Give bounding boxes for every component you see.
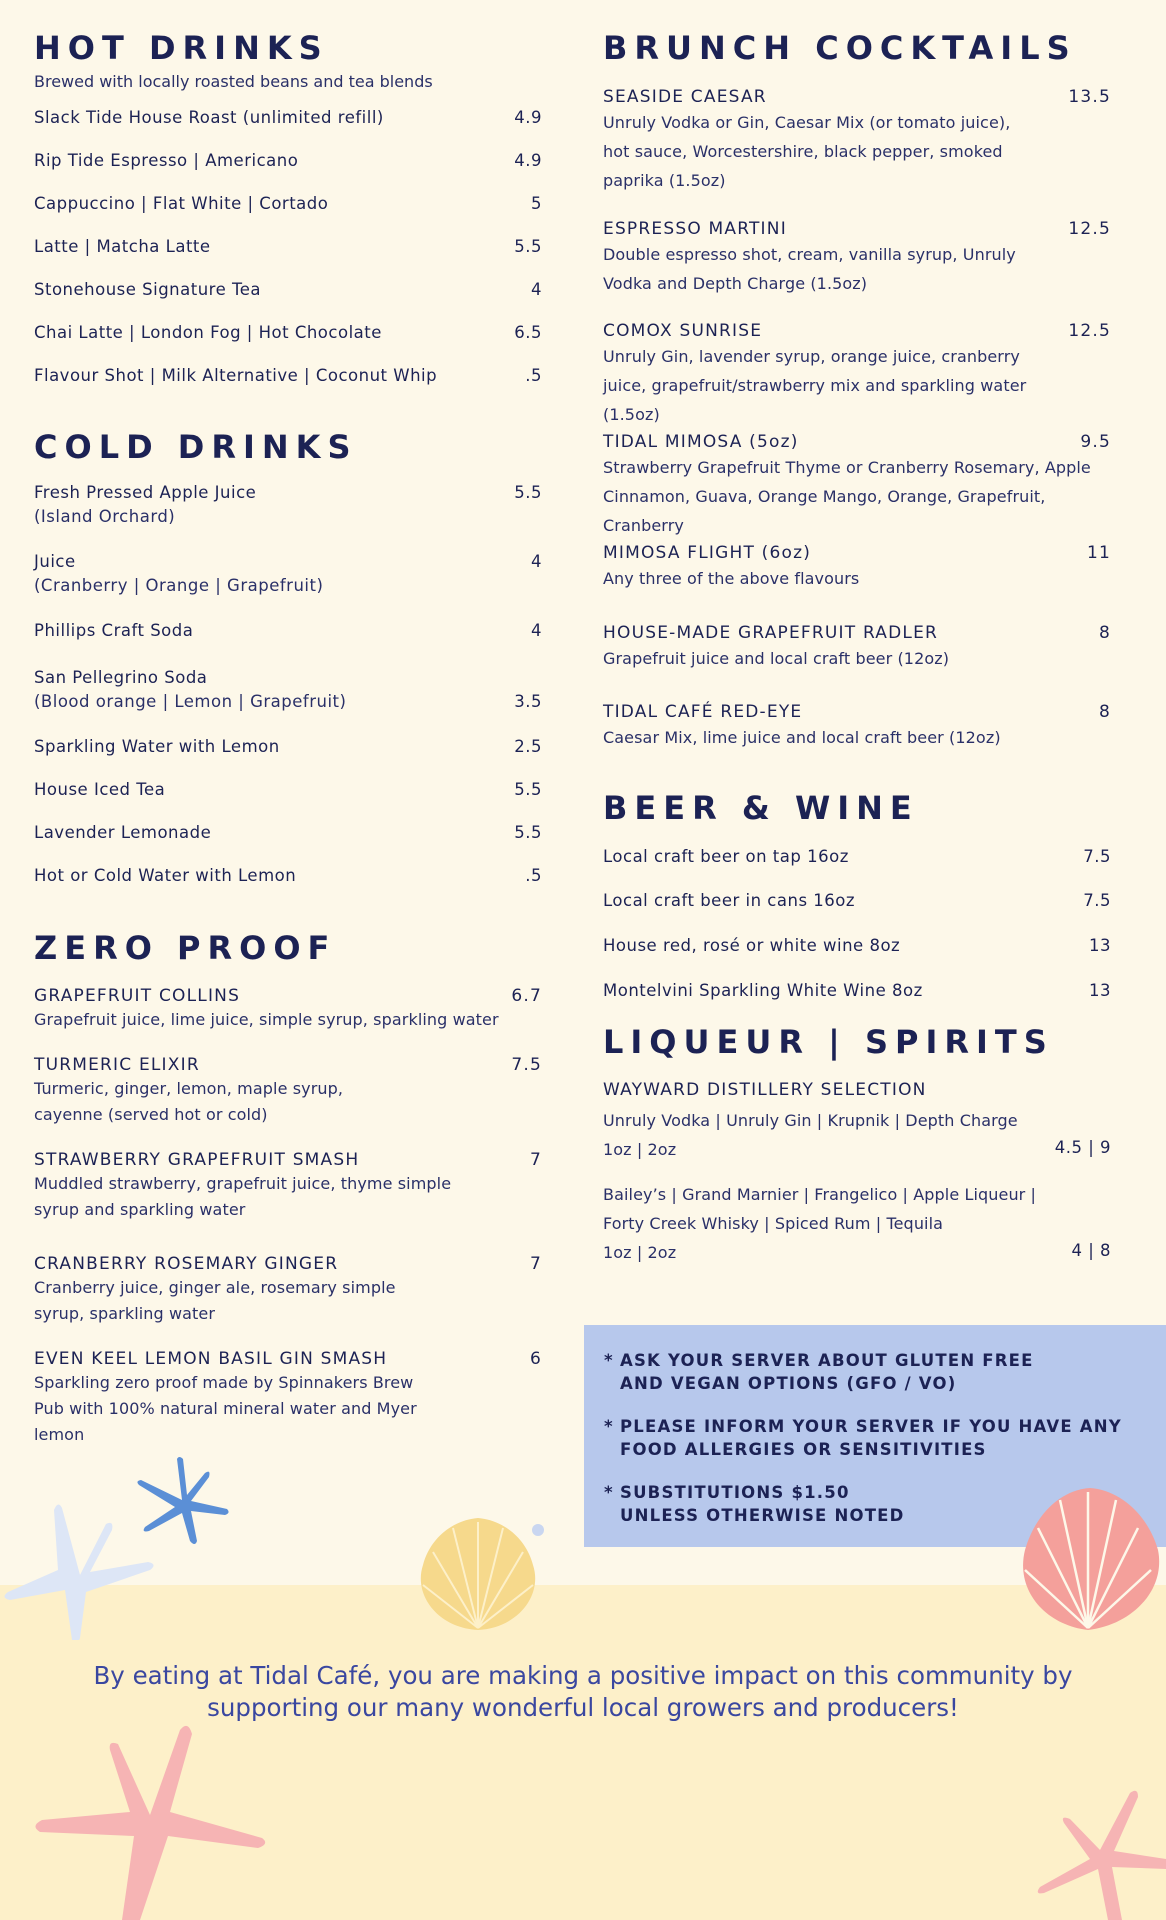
item-name: San Pellegrino Soda <box>34 668 208 687</box>
item-name: EVEN KEEL LEMON BASIL GIN SMASH <box>34 1349 388 1369</box>
item-name: ESPRESSO MARTINI <box>603 219 787 239</box>
item-price: .5 <box>525 866 542 885</box>
menu-item <box>603 320 1111 429</box>
item-subtext: (Cranberry | Orange | Grapefruit) <box>34 576 324 595</box>
item-price: 13 <box>1089 936 1111 955</box>
note-text: ASK YOUR SERVER ABOUT GLUTEN FREE AND VEGAN OPTIONS (GFO / VO) <box>620 1351 1034 1393</box>
item-name: MIMOSA FLIGHT (6oz) <box>603 543 812 563</box>
item-price: 8 <box>1098 702 1111 722</box>
note-bullet: * <box>604 1351 614 1370</box>
section-title-zero-proof: ZERO PROOF <box>34 929 337 967</box>
footer-line-1: By eating at Tidal Café, you are making a positive impact on this community by <box>93 1661 1073 1690</box>
item-description: Grapefruit juice, lime juice, simple syrup, sparkling water <box>34 1010 499 1029</box>
seashell-icon <box>1010 1470 1166 1635</box>
item-subtext: (Island Orchard) <box>34 507 176 526</box>
item-price: 7.5 <box>1083 891 1111 910</box>
menu-item <box>34 96 542 139</box>
item-name: TIDAL MIMOSA (5oz) <box>603 432 799 452</box>
item-price: 3.5 <box>514 692 542 711</box>
menu-item <box>603 890 1111 912</box>
note-allergies <box>604 1415 1122 1461</box>
spirits-group2-line1: Bailey’s | Grand Marnier | Frangelico | Apple Liqueur | <box>603 1185 1037 1204</box>
item-price: 4 <box>531 621 542 640</box>
item-name: Phillips Craft Soda <box>34 621 194 640</box>
item-price: 4.9 <box>514 107 542 127</box>
item-name: Hot or Cold Water with Lemon <box>34 866 297 885</box>
note-bullet: * <box>604 1483 614 1502</box>
item-price: 7.5 <box>1083 847 1111 866</box>
item-description: Muddled strawberry, grapefruit juice, thyme simple syrup and sparkling water <box>34 1174 452 1219</box>
spirits-group2-pricing <box>603 1240 1111 1266</box>
item-price: 5.5 <box>514 483 542 502</box>
menu-item <box>603 980 1111 1002</box>
section-title-hot-drinks: HOT DRINKS <box>34 29 329 67</box>
menu-item <box>34 1253 542 1327</box>
item-description: Caesar Mix, lime juice and local craft beer (12oz) <box>603 728 1001 747</box>
menu-item <box>603 846 1111 868</box>
liqueur-spirits-section <box>603 1022 1111 1262</box>
spirits-group1-price: 4.5 | 9 <box>1054 1138 1111 1157</box>
menu-item <box>34 225 542 268</box>
item-name: Latte | Matcha Latte <box>34 236 211 256</box>
menu-item <box>603 86 1111 195</box>
cold-drinks-section <box>34 427 542 885</box>
note-gluten-free <box>604 1349 1034 1395</box>
hot-drinks-section <box>34 28 542 397</box>
spirits-group1-pricing <box>603 1137 1111 1163</box>
item-name: GRAPEFRUIT COLLINS <box>34 986 241 1006</box>
note-text: SUBSTITUTIONS $1.50 UNLESS OTHERWISE NOTED <box>620 1483 905 1525</box>
menu-item <box>34 482 542 530</box>
brunch-cocktails-section <box>603 28 1111 747</box>
section-title-brunch-cocktails: BRUNCH COCKTAILS <box>603 29 1077 67</box>
item-price: 7 <box>529 1254 542 1274</box>
item-price: 6.7 <box>511 986 542 1006</box>
hot-drinks-subtitle: Brewed with locally roasted beans and tea blends <box>34 72 433 91</box>
item-name: Slack Tide House Roast (unlimited refill) <box>34 107 384 127</box>
item-price: 4.9 <box>514 150 542 170</box>
item-name: House Iced Tea <box>34 780 166 799</box>
item-price: 5.5 <box>514 236 542 256</box>
item-price: .5 <box>525 365 542 385</box>
item-name: Juice <box>34 552 76 571</box>
menu-item <box>34 1054 542 1128</box>
item-name: Fresh Pressed Apple Juice <box>34 483 257 502</box>
section-title-cold-drinks: COLD DRINKS <box>34 428 358 466</box>
item-name: Sparkling Water with Lemon <box>34 737 280 756</box>
section-title-liqueur-spirits: LIQUEUR | SPIRITS <box>603 1023 1054 1061</box>
item-price: 12.5 <box>1068 219 1111 239</box>
section-title-beer-wine: BEER & WINE <box>603 789 919 827</box>
beer-wine-section <box>603 788 1111 1000</box>
item-description: Unruly Gin, lavender syrup, orange juice, cranberry juice, grapefruit/strawberry mix and sparkling water (1.5oz) <box>603 347 1027 424</box>
item-description: Any three of the above flavours <box>603 569 860 588</box>
menu-item <box>34 736 542 758</box>
spirits-group1-size: 1oz | 2oz <box>603 1140 677 1159</box>
item-price: 13.5 <box>1068 87 1111 107</box>
menu-item <box>603 218 1111 298</box>
item-price: 11 <box>1086 543 1111 563</box>
menu-item <box>603 622 1111 673</box>
item-name: Local craft beer on tap 16oz <box>603 847 849 866</box>
item-name: Stonehouse Signature Tea <box>34 279 262 299</box>
item-name: Cappuccino | Flat White | Cortado <box>34 193 329 213</box>
spirits-heading: WAYWARD DISTILLERY SELECTION <box>603 1080 927 1100</box>
footer-line-2: supporting our many wonderful local growers and producers! <box>207 1693 959 1722</box>
item-description: Strawberry Grapefruit Thyme or Cranberry Rosemary, Apple Cinnamon, Guava, Orange Mango, Orange, Grapefruit, Cranberry <box>603 458 1091 535</box>
menu-item <box>34 865 542 887</box>
menu-item <box>34 268 542 311</box>
item-name: Flavour Shot | Milk Alternative | Coconut Whip <box>34 365 438 385</box>
menu-item <box>34 182 542 225</box>
item-price: 8 <box>1098 623 1111 643</box>
menu-item <box>603 431 1111 540</box>
item-price: 12.5 <box>1068 321 1111 341</box>
item-price: 6.5 <box>514 322 542 342</box>
starfish-icon <box>1030 1785 1166 1920</box>
spirits-group2-size: 1oz | 2oz <box>603 1243 677 1262</box>
item-description: Grapefruit juice and local craft beer (12oz) <box>603 649 950 668</box>
note-text: PLEASE INFORM YOUR SERVER IF YOU HAVE ANY FOOD ALLERGIES OR SENSITIVITIES <box>620 1417 1122 1459</box>
item-price: 5.5 <box>514 780 542 799</box>
menu-item <box>34 779 542 801</box>
spirits-group2-line2: Forty Creek Whisky | Spiced Rum | Tequila <box>603 1214 944 1233</box>
item-name: CRANBERRY ROSEMARY GINGER <box>34 1254 339 1274</box>
item-name: SEASIDE CAESAR <box>603 87 767 107</box>
note-substitutions <box>604 1481 905 1527</box>
menu-item <box>603 935 1111 957</box>
item-name: TIDAL CAFÉ RED-EYE <box>603 702 803 722</box>
menu-item <box>34 139 542 182</box>
item-price: 7.5 <box>511 1055 542 1075</box>
spirits-group2-price: 4 | 8 <box>1071 1241 1111 1260</box>
item-name: HOUSE-MADE GRAPEFRUIT RADLER <box>603 623 939 643</box>
item-name: TURMERIC ELIXIR <box>34 1055 200 1075</box>
item-name: STRAWBERRY GRAPEFRUIT SMASH <box>34 1150 360 1170</box>
item-price: 4 <box>531 279 542 299</box>
item-name: Lavender Lemonade <box>34 823 212 842</box>
item-description: Double espresso shot, cream, vanilla syrup, Unruly Vodka and Depth Charge (1.5oz) <box>603 245 1016 293</box>
item-price: 9.5 <box>1080 432 1111 452</box>
menu-item <box>34 1149 542 1223</box>
item-description: Sparkling zero proof made by Spinnakers Brew Pub with 100% natural mineral water and Myer lemon <box>34 1373 417 1444</box>
item-name: House red, rosé or white wine 8oz <box>603 936 901 955</box>
seashell-icon <box>408 1500 548 1640</box>
item-name: Chai Latte | London Fog | Hot Chocolate <box>34 322 382 342</box>
menu-item <box>34 822 542 844</box>
footer-message <box>0 1660 1166 1724</box>
spirits-group1-line: Unruly Vodka | Unruly Gin | Krupnik | Depth Charge <box>603 1111 1018 1130</box>
zero-proof-section <box>34 928 542 1444</box>
menu-item <box>34 354 542 397</box>
menu-item <box>603 542 1111 593</box>
item-price: 6 <box>529 1349 542 1369</box>
item-description: Unruly Vodka or Gin, Caesar Mix (or tomato juice), hot sauce, Worcestershire, black pepper, smoked paprika (1.5oz) <box>603 113 1011 190</box>
menu-item <box>34 985 542 1033</box>
menu-item <box>34 620 542 642</box>
item-name: Montelvini Sparkling White Wine 8oz <box>603 981 923 1000</box>
item-name: Local craft beer in cans 16oz <box>603 891 856 910</box>
hot-drinks-list <box>34 96 542 397</box>
item-price: 5 <box>531 193 542 213</box>
menu-item <box>34 551 542 599</box>
item-price: 7 <box>529 1150 542 1170</box>
item-description: Cranberry juice, ginger ale, rosemary simple syrup, sparkling water <box>34 1278 396 1323</box>
menu-item <box>603 701 1111 752</box>
item-name: Rip Tide Espresso | Americano <box>34 150 299 170</box>
starfish-icon <box>30 1720 270 1920</box>
starfish-icon <box>135 1455 230 1545</box>
menu-item <box>34 667 542 715</box>
item-description: Turmeric, ginger, lemon, maple syrup, cayenne (served hot or cold) <box>34 1079 344 1124</box>
item-price: 5.5 <box>514 823 542 842</box>
item-subtext: (Blood orange | Lemon | Grapefruit) <box>34 692 347 711</box>
menu-item <box>34 1348 542 1448</box>
item-price: 2.5 <box>514 737 542 756</box>
note-bullet: * <box>604 1417 614 1436</box>
item-price: 4 <box>531 552 542 571</box>
item-price: 13 <box>1089 981 1111 1000</box>
menu-item <box>34 311 542 354</box>
item-name: COMOX SUNRISE <box>603 321 763 341</box>
